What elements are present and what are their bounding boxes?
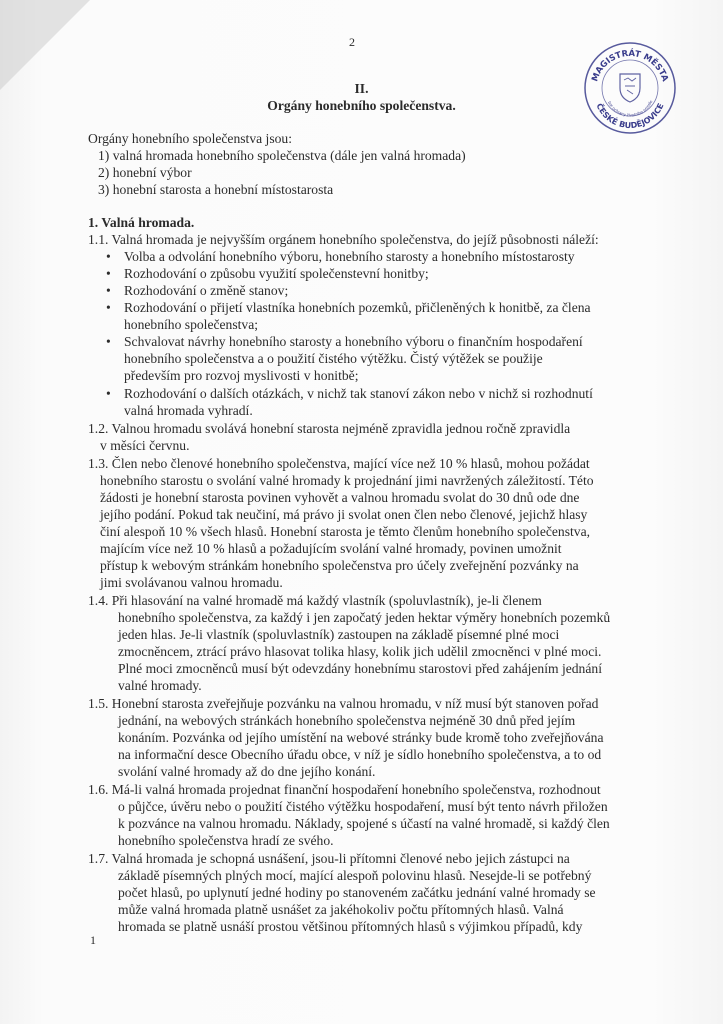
official-stamp <box>582 40 678 136</box>
stamp-text-inner: bor ochrany životního prostře <box>607 99 654 118</box>
paragraph-1-3-line: jimi svolávanou valnou hromadu. <box>100 575 283 590</box>
bullet-item-continued: valná hromada vyhradí. <box>124 403 253 418</box>
paragraph-1-5-line: konáním. Pozvánka od jejího umístění na webové stránky bude kromě toho zveřejňována <box>118 730 604 745</box>
paragraph-1-4: 1.4. Při hlasování na valné hromadě má každý vlastník (spoluvlastník), je-li členem <box>88 593 542 608</box>
bullet-item: • Volba a odvolání honebního výboru, honebního starosty a honebního místostarosty <box>124 248 575 265</box>
stamp-text-bottom: ČESKÉ BUDĚJOVICE <box>594 101 666 131</box>
stamp-text-top: MAGISTRÁT MĚSTA <box>590 48 670 84</box>
paragraph-1-2: 1.2. Valnou hromadu svolává honební starosta nejméně zpravidla jednou ročně zpravidla <box>88 421 571 436</box>
paragraph-1-3-line: honebního starostu o svolání valné hromady k projednání jimi navržených záležitostí. Této <box>100 473 594 488</box>
bullet-item-continued: především pro rozvoj myslivosti v honitbě; <box>124 368 359 383</box>
bullet-item: • Schvalovat návrhy honebního starosty a honebního výboru o finančním hospodaření <box>124 333 583 350</box>
organ-item: 2) honební výbor <box>98 165 192 180</box>
bullet-item-continued: honebního společenstva a o použití čistého výtěžku. Čistý výtěžek se použije <box>124 351 543 366</box>
paragraph-1-5: 1.5. Honební starosta zveřejňuje pozvánku na valnou hromadu, v níž musí být stanoven pořad <box>88 696 599 711</box>
paragraph-1-3-line: jejího podání. Pokud tak neučiní, má právo ji svolat onen člen nebo členové, jejichž hlasy <box>100 507 588 522</box>
section-title: Orgány honebního společenstva. <box>267 98 456 113</box>
paragraph-1-3: 1.3. Člen nebo členové honebního společenstva, mající více než 10 % hlasů, mohou požádat <box>88 456 590 471</box>
bullet-item: • Rozhodování o dalších otázkách, v nichž tak stanoví zákon nebo v nichž si rozhodnutí <box>124 385 593 402</box>
paragraph-1-3-line: majícím více než 10 % hlasů a požadujícím svolání valné hromady, povinen umožnit <box>100 541 562 556</box>
paragraph-1-4-line: jeden hlas. Je-li vlastník (spoluvlastník) zastoupen na základě písemné plné moci <box>118 627 560 642</box>
bullet-item: • Rozhodování o způsobu využití společenstevní honitby; <box>124 265 429 282</box>
paragraph-1-4-line: zmocněncem, ztrácí právo hlasovat tolika hlasy, kolik jich udělil zmocněnci v plné moci. <box>118 644 602 659</box>
paragraph-1-5-line: jednání, na webových stránkách honebního společenstva nejméně 30 dnů před jejím <box>118 713 576 728</box>
paragraph-1-3-line: žádosti je honební starosta povinen vyhovět a valnou hromadu svolat do 30 dnů ode dne <box>100 490 580 505</box>
paragraph-1-7: 1.7. Valná hromada je schopná usnášení, jsou-li přítomni členové nebo jejich zástupci na <box>88 851 570 866</box>
paragraph-1-4-line: valné hromady. <box>118 678 202 693</box>
paragraph-1-3-line: přístup k webovým stránkám honebního společenstva pro účely zveřejnění pozvánky na <box>100 558 579 573</box>
paragraph-1-5-line: na informační desce Obecního úřadu obce, v níž je sídlo honebního společenstva, a to od <box>118 747 602 762</box>
organ-item: 3) honební starosta a honební místostarosta <box>98 182 334 197</box>
page-fold-shadow <box>0 0 90 90</box>
section-number: II. <box>354 81 369 96</box>
paragraph-1-6: 1.6. Má-li valná hromada projednat finanční hospodaření honebního společenstva, rozhodnout <box>88 782 601 797</box>
page-number-bottom: 1 <box>90 933 96 947</box>
paragraph-1-6-line: honebního společenstva hradí ze svého. <box>118 833 334 848</box>
paragraph-1-1: 1.1. Valná hromada je nejvyšším orgánem honebního společenstva, do jejíž působnosti náleží: <box>88 232 599 247</box>
paragraph-1-7-line: může valná hromada platně usnášet za jakéhokoliv počtu přítomných hlasů. Valná <box>118 902 564 917</box>
bullet-item: • Rozhodování o změně stanov; <box>124 282 288 299</box>
paragraph-1-3-line: činí alespoň 10 % všech hlasů. Honební starosta je těmto členům honebního společenstva, <box>100 524 591 539</box>
paragraph-1-7-line: počet hlasů, po uplynutí jedné hodiny po stanoveném začátku jednání valné hromady se <box>118 885 596 900</box>
organ-item: 1) valná hromada honebního společenstva (dále jen valná hromada) <box>98 148 466 163</box>
paragraph-1-6-line: o půjčce, úvěru nebo o použití čistého výtěžku hospodaření, musí být tento návrh přiložen <box>118 799 608 814</box>
paragraph-1-5-line: svolání valné hromady až do dne jejího konání. <box>118 764 376 779</box>
paragraph-1-4-line: honebního společenstva, za každý i jen započatý jeden hektar výměry honebních pozemků <box>118 610 611 625</box>
paragraph-1-7-line: základě písemných plných mocí, mající alespoň polovinu hlasů. Nesejde-li se potřebný <box>118 868 592 883</box>
sub-heading: 1. Valná hromada. <box>88 215 195 230</box>
paragraph-1-7-line: hromada se platně usnáší prostou většinou přítomných hlasů s výjimkou případů, kdy <box>118 919 583 934</box>
paragraph-1-2-line: v měsíci červnu. <box>100 438 190 453</box>
paragraph-1-6-line: k pozvánce na valnou hromadu. Náklady, spojené s účastí na valné hromadě, si každý člen <box>118 816 610 831</box>
bullet-item-continued: honebního společenstva; <box>124 317 259 332</box>
bullet-item: • Rozhodování o přijetí vlastníka honebních pozemků, přičleněných k honitbě, za člena <box>124 299 591 316</box>
coat-of-arms-icon <box>620 74 640 102</box>
organs-intro: Orgány honebního společenstva jsou: <box>88 131 292 146</box>
paragraph-1-4-line: Plné moci zmocněnců musí být odevzdány honebnímu starostovi před zahájením jednání <box>118 661 602 676</box>
page-number-top: 2 <box>349 35 355 49</box>
